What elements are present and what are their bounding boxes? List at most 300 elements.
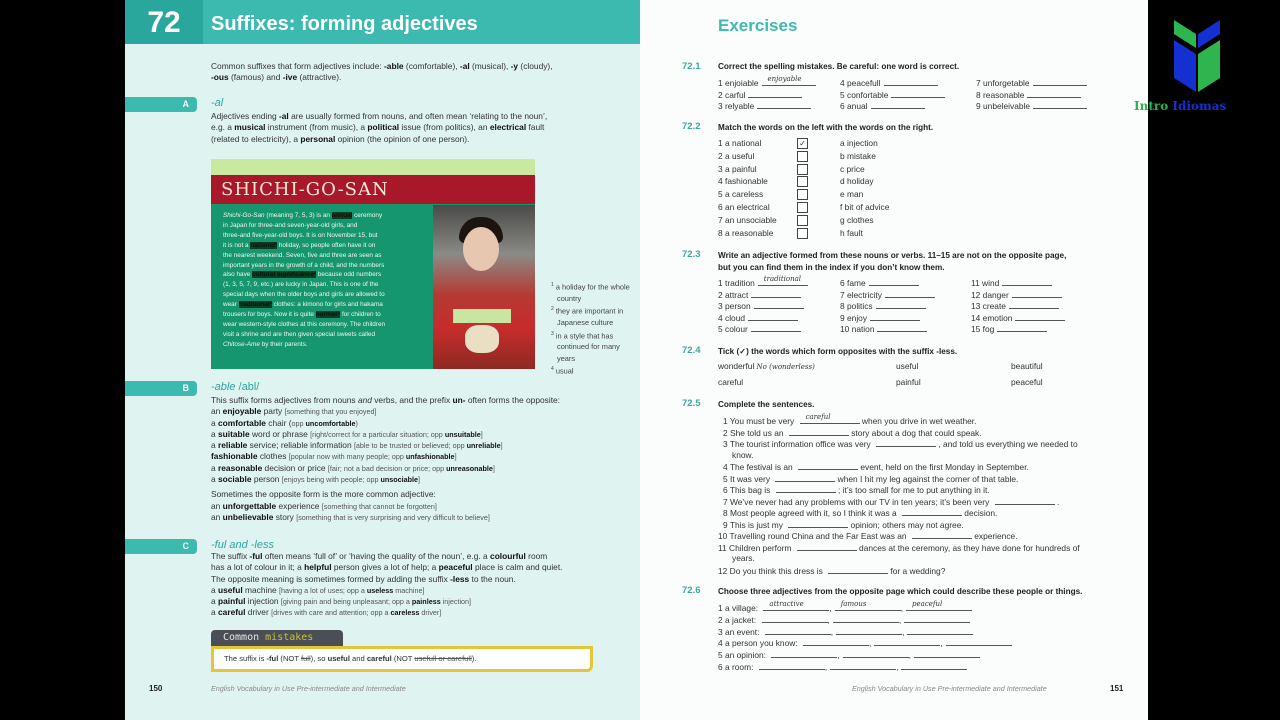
item-word: create (982, 301, 1006, 311)
item-number: 13 (971, 301, 983, 311)
feature-text-segment: in Japan for three-and seven-year-old girls, and (223, 221, 358, 229)
item-article: a (211, 607, 218, 618)
item-number: 6 (723, 485, 730, 495)
item-word: unbeleivable (983, 101, 1031, 111)
item-letter: b (840, 150, 847, 161)
answer-blank[interactable] (763, 600, 832, 613)
exercise-72-3-item (718, 323, 801, 335)
item-word: colour (725, 324, 748, 334)
tick-word[interactable] (1011, 361, 1043, 372)
word-text: careful (718, 377, 744, 387)
item-word: unforgetable (983, 78, 1030, 88)
match-right-item (840, 189, 863, 200)
item-end: ] (500, 441, 503, 451)
answer-blank[interactable] (775, 473, 835, 482)
item-gloss: [something that cannot be forgotten] (321, 501, 437, 511)
item-label: an opinion: (725, 650, 769, 661)
exercise-72-3-item (840, 312, 920, 324)
answer-blank[interactable] (836, 626, 905, 637)
feature-text-segment: special days when the older boys and girls are allowed to (223, 291, 385, 299)
answer-blank[interactable] (788, 519, 848, 528)
item-number: 6 (718, 662, 725, 672)
item-number: 7 (840, 289, 847, 300)
answer-blank[interactable] (762, 77, 816, 86)
item-opposite: useless (366, 585, 394, 595)
exercise-72-1-item (840, 77, 938, 89)
answer-blank[interactable] (997, 323, 1047, 332)
item-end: machine] (393, 585, 425, 595)
item-word: comfortable (218, 417, 266, 428)
item-letter: c (840, 163, 847, 174)
item-letter: a (840, 138, 847, 148)
exercise-72-3-item (971, 323, 1047, 335)
item-word: reasonable (983, 89, 1025, 100)
answer-blank[interactable] (904, 614, 970, 623)
item-gloss: [something that you enjoyed] (284, 407, 377, 417)
item-number: 6 (718, 202, 725, 212)
comma-separator: , (868, 638, 872, 649)
match-checkbox[interactable] (797, 189, 808, 200)
exercise-72-3-number: 72.3 (682, 249, 701, 260)
feature-text-segment: important years in the growth of a child, and the numbers (223, 261, 385, 269)
item-end: ] (454, 452, 457, 462)
item-context: person (251, 474, 282, 485)
highlighted-word: annual (331, 212, 353, 219)
feature-line (223, 251, 435, 261)
exercise-72-5-question: Complete the sentences. (718, 400, 815, 409)
section-a-tab: A (125, 97, 197, 112)
item-number: 8 (718, 227, 725, 238)
item-text: a national (725, 138, 762, 148)
unit-number: 72 (125, 0, 203, 44)
item-text: mistake (847, 150, 876, 161)
item-text: a reasonable (725, 227, 774, 238)
answer-blank[interactable] (876, 438, 936, 447)
match-right-item (840, 215, 874, 226)
tick-word[interactable] (718, 377, 743, 388)
match-left-item (718, 151, 754, 162)
item-word: reasonable (218, 462, 263, 473)
item-context: machine (242, 584, 279, 595)
exercise-72-6-item (718, 661, 967, 673)
answer-blank[interactable] (771, 649, 840, 661)
item-end: ) (355, 418, 358, 428)
sentence-end: decision. (961, 508, 998, 518)
comma-separator: , (896, 662, 899, 672)
match-checkbox[interactable] (797, 138, 808, 149)
answer-blank[interactable] (751, 289, 801, 298)
answer-blank[interactable] (1012, 289, 1062, 298)
item-gloss: [drives with care and attention; opp a (271, 608, 391, 618)
sentence-start: Do you think this dress is (729, 565, 826, 576)
answer-blank[interactable] (891, 89, 945, 98)
item-word: careful (218, 607, 246, 618)
feature-text-segment: Chitose-Ame (223, 340, 260, 348)
match-checkbox[interactable] (797, 228, 808, 239)
answer-blank[interactable] (843, 649, 911, 661)
handwritten-answer: careful (805, 413, 831, 421)
section-b-intro (211, 395, 636, 406)
item-opposite: unreliable (466, 441, 501, 451)
item-number: 15 (971, 324, 983, 334)
section-b-tab: B (125, 381, 197, 396)
exercise-72-1-item (840, 100, 925, 112)
feature-line (223, 340, 435, 350)
item-number: 4 (723, 462, 730, 472)
item-number: 2 (718, 150, 725, 161)
item-word: enjoyable (222, 406, 262, 417)
item-word: reliable (218, 440, 248, 451)
exercise-72-3-item (718, 300, 804, 312)
footnote-text: in a style that has continued for many years (553, 331, 620, 363)
item-word: fashionable (211, 451, 258, 462)
feature-text-segment: it is not a (223, 241, 251, 249)
item-word: suitable (218, 428, 250, 439)
item-text: an unsociable (725, 214, 777, 225)
answer-blank[interactable] (751, 323, 801, 332)
item-number: 5 (718, 650, 725, 661)
item-end: driver] (419, 608, 442, 618)
answer-blank[interactable] (765, 626, 834, 637)
item-context: chair ( (265, 417, 292, 428)
sentence-end: for a wedding? (888, 565, 946, 576)
example-item (211, 585, 636, 596)
answer-blank[interactable] (835, 600, 904, 613)
item-word: fame (847, 278, 866, 288)
item-number: 7 (723, 496, 730, 507)
item-letter: h (840, 227, 847, 238)
exercise-72-1-number: 72.1 (682, 61, 701, 72)
answer-blank[interactable] (798, 461, 858, 470)
answer-blank[interactable] (759, 661, 828, 672)
exercise-72-5-item (723, 438, 1078, 450)
answer-blank[interactable] (885, 289, 935, 298)
item-number: 1 (718, 138, 725, 148)
answer-blank[interactable] (902, 507, 962, 516)
section-b-title: -able /abl/ (211, 381, 260, 393)
footnote (549, 304, 639, 328)
exercise-72-2-question: Match the words on the left with the words on the right. (718, 123, 934, 132)
item-label: a village: (725, 603, 761, 613)
answer-blank[interactable] (876, 300, 926, 309)
handwritten-answer: peaceful (912, 600, 943, 608)
footnote-number: 3 (551, 330, 554, 337)
match-left-item (718, 138, 761, 149)
sentence-end: dances at the ceremony, as they have done for hundreds of (856, 542, 1080, 553)
answer-blank[interactable] (830, 661, 899, 672)
item-end: injection] (440, 597, 472, 607)
item-opposite: careless (390, 608, 420, 618)
match-right-item (840, 228, 863, 239)
feature-text-segment: wear western-style clothes at this ceremony. The children (223, 320, 386, 328)
answer-blank[interactable] (797, 542, 857, 551)
feature-line (223, 211, 435, 221)
answer-blank[interactable] (1033, 77, 1087, 86)
common-mistakes-box: The suffix is -ful (NOT full), so useful and careful (NOT usefull or carefull). (211, 646, 593, 672)
feature-line (223, 320, 435, 330)
item-text: price (846, 163, 865, 174)
item-gloss: [fair; not a bad decision or price; opp (327, 463, 447, 473)
item-gloss: [something that is very surprising and very difficult to believe] (296, 512, 490, 522)
intro-segment: and (357, 395, 372, 405)
match-checkbox[interactable] (797, 176, 808, 187)
section-c-title: -ful and -less (211, 539, 274, 551)
answer-blank[interactable] (870, 312, 920, 321)
example-item (211, 596, 636, 607)
answer-blank[interactable] (907, 626, 973, 635)
comma-separator: , (837, 650, 840, 661)
answer-blank[interactable] (995, 496, 1055, 505)
item-number: 5 (718, 189, 725, 200)
item-gloss: [able to be trusted or believed; opp (353, 441, 467, 451)
answer-blank[interactable] (803, 637, 872, 649)
sentence-start: We’ve never had any problems with our TV in ten years; it’s been very (730, 496, 992, 507)
exercise-72-3-question: Write an adjective formed from these nouns or verbs. 11–15 are not on the opposite page, but you can find them in the index if you don’t know them. (718, 251, 1067, 272)
match-checkbox[interactable] (797, 215, 808, 226)
item-text: bit of advice (844, 202, 890, 212)
item-number: 5 (723, 473, 730, 484)
item-word: unforgettable (222, 500, 277, 511)
item-context: experience (276, 500, 322, 511)
comma-separator: , (824, 662, 828, 672)
answer-blank[interactable] (748, 89, 802, 98)
footnote-number: 1 (551, 282, 554, 288)
feature-line (223, 261, 435, 271)
tick-word[interactable] (718, 361, 815, 373)
tick-word[interactable] (896, 377, 921, 388)
sentence-start: This is just my (729, 519, 786, 530)
answer-blank[interactable] (1027, 89, 1081, 98)
comma-separator: , (902, 626, 905, 637)
item-word: anual (847, 101, 868, 111)
feature-text-segment: wear (223, 301, 239, 309)
exercise-72-6-item (718, 637, 1012, 649)
tick-word[interactable] (896, 361, 918, 372)
item-context: story (273, 511, 297, 522)
answer-blank[interactable] (901, 661, 967, 670)
feature-text-segment: for children to (340, 311, 381, 319)
exercise-72-6-item (718, 602, 972, 614)
intro-segment: verbs, and the prefix (371, 395, 453, 405)
highlighted-word: traditional³ (238, 301, 272, 309)
item-word: enjoy (847, 312, 868, 323)
answer-blank[interactable] (912, 530, 972, 539)
example-item (211, 451, 636, 462)
item-gloss: [giving pain and being unpleasant; opp a (280, 597, 412, 607)
item-article: an (211, 511, 223, 522)
item-text: man (847, 189, 864, 200)
feature-text-segment: Shichi-Go-San (223, 212, 265, 219)
item-gloss: [popular now with many people; opp (288, 452, 406, 462)
exercise-72-5-item (723, 427, 982, 439)
answer-blank[interactable] (758, 277, 808, 286)
item-article: a (211, 462, 218, 473)
answer-blank[interactable] (906, 602, 972, 611)
item-number: 1 (718, 603, 725, 613)
match-right-item (840, 138, 878, 149)
answer-blank[interactable] (1009, 300, 1059, 309)
exercise-72-4-number: 72.4 (682, 345, 701, 356)
item-number: 3 (718, 626, 725, 637)
answer-blank[interactable] (1033, 100, 1087, 109)
item-word: fog (982, 324, 995, 334)
comma-separator: , (900, 603, 904, 613)
feature-text-segment: three-and five-year-old boys. It is on November 15, but (223, 231, 378, 239)
exercise-72-3-item (971, 277, 1052, 289)
answer-blank[interactable] (874, 637, 943, 649)
item-letter: d (840, 176, 847, 187)
match-checkbox[interactable] (797, 151, 808, 162)
sentence-start: You must be very (729, 416, 797, 426)
comma-separator: , (827, 614, 830, 625)
item-article: an (211, 406, 223, 417)
sentence-end: event, held on the first Monday in September. (858, 462, 1029, 472)
footnote-number: 4 (551, 366, 554, 373)
footnote (549, 329, 639, 365)
match-left-item (718, 215, 777, 226)
exercise-72-3-item (718, 312, 798, 324)
example-item (211, 501, 636, 512)
exercise-72-5-item (723, 473, 1018, 485)
page-number-right: 151 (1110, 684, 1124, 693)
sentence-end: . (1054, 496, 1060, 507)
answer-blank[interactable] (833, 614, 902, 625)
item-opposite: painless (411, 597, 441, 607)
feature-footnotes (549, 280, 639, 377)
answer-blank[interactable] (877, 323, 927, 332)
intro-idiomas-logo-icon (1172, 14, 1222, 92)
exercise-72-3-item (718, 277, 808, 289)
checkmark-icon: ✓ (799, 139, 806, 148)
exercise-72-5-item (723, 415, 976, 427)
answer-blank[interactable] (1015, 312, 1065, 321)
item-end: ] (480, 429, 483, 439)
page-footer-right: English Vocabulary in Use Pre-intermediate and Intermediate (852, 684, 1047, 693)
answer-blank[interactable] (1002, 277, 1052, 286)
exercise-72-3-item (840, 323, 927, 335)
feature-title: SHICHI-GO-SAN (211, 175, 535, 204)
item-word: person (725, 301, 751, 311)
item-number: 6 (840, 278, 847, 288)
answer-blank[interactable] (914, 649, 980, 658)
item-number: 14 (971, 312, 983, 323)
exercise-72-5-item (723, 461, 1029, 473)
handwritten-answer: traditional (763, 275, 802, 283)
item-word: unbelievable (222, 511, 274, 522)
section-a-text: Adjectives ending -al are usually formed from nouns, and often mean ‘relating to the noun’, e.g. a musical instrument (from music), a political issue (from politics), an electrical fault (related to electricity), a personal opinion (the opinion of one person). (211, 111, 548, 144)
exercise-72-6-item (718, 626, 973, 638)
example-item (211, 406, 636, 417)
intro-idiomas-brand: Intro Idiomas (1134, 99, 1227, 113)
answer-blank[interactable] (828, 565, 888, 574)
item-article: a (211, 417, 218, 428)
example-item (211, 607, 636, 618)
item-word: confortable (847, 89, 889, 100)
answer-blank[interactable] (789, 427, 849, 436)
item-letter: f (840, 202, 845, 212)
sentence-end: experience. (971, 531, 1018, 541)
match-checkbox[interactable] (797, 164, 808, 175)
match-checkbox[interactable] (797, 202, 808, 213)
exercise-72-1-item (976, 89, 1081, 101)
feature-text-segment: holiday, so people often have it on (277, 241, 376, 249)
word-text: useful (896, 361, 919, 371)
answer-blank[interactable] (748, 312, 798, 321)
answer-blank[interactable] (800, 415, 860, 424)
feature-line (223, 280, 435, 290)
section-a-title: -al (211, 97, 224, 109)
match-right-item (840, 202, 889, 213)
answer-blank[interactable] (871, 100, 925, 109)
item-text: an electrical (725, 202, 770, 212)
item-opposite: unfashionable (405, 452, 455, 462)
item-article: a (211, 428, 218, 439)
exercise-72-5-number: 72.5 (682, 398, 701, 409)
answer-blank[interactable] (946, 637, 1012, 646)
section-b-note: Sometimes the opposite form is the more common adjective: (211, 489, 436, 500)
item-number: 10 (718, 531, 730, 541)
item-word: carful (725, 89, 746, 100)
match-left-item (718, 176, 768, 187)
feature-text-segment: by their parents. (259, 340, 308, 348)
item-gloss: [having a lot of uses; opp a (278, 585, 367, 595)
highlighted-word: cultural significance² (252, 271, 317, 279)
sentence-continuation: know. (732, 449, 754, 460)
footnote-text: usual (553, 366, 574, 376)
answer-blank[interactable] (884, 77, 938, 86)
feature-line (223, 231, 435, 241)
feature-line (223, 221, 435, 231)
feature-text-segment: (meaning 7, 5, 3) is an (264, 212, 332, 219)
handwritten-answer: enjoyable (767, 75, 802, 83)
item-number: 2 (718, 89, 725, 100)
answer-blank[interactable] (757, 100, 811, 109)
answer-blank[interactable] (754, 300, 804, 309)
left-page (125, 0, 640, 720)
item-text: holiday (847, 176, 874, 187)
tick-word[interactable] (1011, 377, 1043, 388)
sentence-start: The tourist information office was very (729, 439, 874, 449)
feature-text-segment: the nearest weekend. Seven, five and three are seen as (223, 251, 382, 259)
item-word: enjoiable (725, 78, 759, 88)
exercise-72-1-item (718, 100, 811, 112)
handwritten-answer: famous (840, 600, 867, 608)
exercises-title: Exercises (718, 16, 798, 35)
feature-line (223, 330, 435, 340)
page-footer-left: English Vocabulary in Use Pre-intermediate and Intermediate (211, 684, 406, 693)
footnote-text: a holiday for the whole country (553, 282, 630, 303)
item-number: 11 (971, 278, 983, 288)
answer-blank[interactable] (776, 484, 836, 493)
item-end: ] (418, 475, 421, 485)
item-number: 12 (718, 565, 730, 576)
item-number: 9 (840, 312, 847, 323)
item-label: an event: (725, 626, 762, 637)
handwritten-answer: No (wonderless) (754, 363, 815, 371)
item-context: decision or price (262, 462, 328, 473)
answer-blank[interactable] (869, 277, 919, 286)
section-c-text: The suffix -ful often means ‘full of’ or ‘having the quality of the noun’, e.g. a colourful room has a lot of colour in it; a helpful person gives a lot of help; a peaceful place is calm and quiet. The opposite meaning is sometimes formed by adding the suffix -less to the noun. a useful machine [having a lot of uses; opp a useless machine] a painful injection [giving pain and being unpleasant; opp a painless injection] a careful driver [drives with care and attention; opp a careless driver] (211, 551, 636, 619)
answer-blank[interactable] (762, 614, 828, 623)
item-word: nation (851, 324, 875, 334)
feature-line (223, 310, 435, 320)
item-end: ] (492, 463, 495, 473)
comma-separator: , (940, 638, 943, 649)
intro-text: Common suffixes that form adjectives include: -able (comfortable), -al (musical), -y (cloudy), -ous (famous) and -ive (attractive). (211, 61, 553, 83)
item-label: a person you know: (725, 638, 800, 649)
item-article: an (211, 500, 223, 511)
item-number: 4 (718, 176, 725, 187)
